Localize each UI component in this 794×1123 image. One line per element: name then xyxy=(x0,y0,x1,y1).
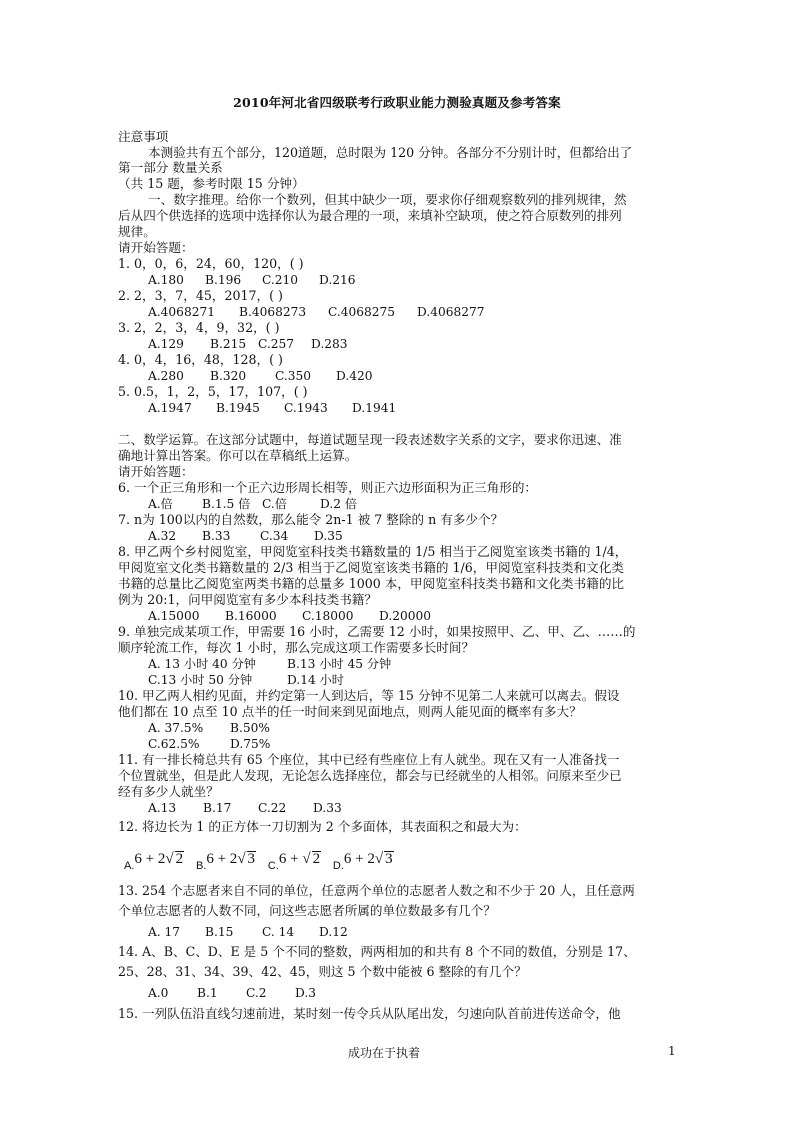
question-15: 15. 一列队伍沿直线匀速前进，某时刻一传令兵从队尾出发，匀速向队首前进传送命令，他 xyxy=(118,1006,621,1021)
section-intro: 确地计算出答案。你可以在草稿纸上运算。 xyxy=(118,448,358,463)
option: B.16000 xyxy=(225,609,277,623)
question-11-options xyxy=(148,800,342,816)
question-7: 7. n为 100以内的自然数，那么能令 2n-1 被 7 整除的 n 有多少个？ xyxy=(118,512,504,527)
expr-text: 6 + 2 xyxy=(134,851,166,867)
radicand: 3 xyxy=(247,851,256,867)
option: B.215 xyxy=(210,337,247,351)
section-time-limit: （共 15 题，参考时限 15 分钟） xyxy=(118,176,305,191)
option: D.3 xyxy=(295,986,316,1000)
question-2-options xyxy=(148,304,485,320)
option: A. 13 小时 40 分钟 xyxy=(148,657,256,671)
expr-text: 6 + 2 xyxy=(206,851,238,867)
question-9-options xyxy=(148,672,344,688)
option: D.4068277 xyxy=(417,305,485,319)
section-intro: 二、数学运算。在这部分试题中，每道试题呈现一段表述数字关系的文字，要求你迅速、准 xyxy=(118,432,622,447)
notice-paragraph: 本测验共有五个部分，120道题，总时限为 120 分钟。各部分不分别计时，但都给出了 xyxy=(148,145,633,160)
option-letter: D. xyxy=(332,860,344,872)
option: B.17 xyxy=(203,801,232,815)
option: D.1941 xyxy=(352,401,397,415)
question-6: 6. 一个正三角形和一个正六边形周长相等，则正六边形面积为正三角形的： xyxy=(118,480,538,495)
option: C.257 xyxy=(258,337,295,351)
question-13: 13. 254 个志愿者来自不同的单位，任意两个单位的志愿者人数之和不少于 20 人，且任意两 xyxy=(118,883,635,898)
option: B.13 小时 45 分钟 xyxy=(287,657,392,671)
option: C.18000 xyxy=(302,609,354,623)
start-prompt: 请开始答题： xyxy=(118,464,194,479)
option: C. 14 xyxy=(262,925,295,939)
option: B.1.5 倍 xyxy=(202,497,251,511)
option: C.倍 xyxy=(262,497,287,511)
option: C.4068275 xyxy=(328,305,396,319)
option-letter: B. xyxy=(195,860,207,872)
option: A.280 xyxy=(148,369,184,383)
option: A.4068271 xyxy=(148,305,215,319)
page-number: 1 xyxy=(668,1044,676,1058)
question-2: 2. 2，3，7，45，2017，( ) xyxy=(118,288,283,303)
question-12-options xyxy=(124,851,402,872)
option: D.14 小时 xyxy=(287,673,344,687)
question-5: 5. 0.5，1，2，5，17，107，( ) xyxy=(118,384,308,399)
option: B.4068273 xyxy=(239,305,307,319)
question-1: 1. 0，0，6，24，60，120，( ) xyxy=(118,256,304,271)
option: B.15 xyxy=(205,925,234,939)
option: A. 17 xyxy=(148,925,181,939)
question-8-text: 例为 20:1，问甲阅览室有多少本科技类书籍？ xyxy=(118,592,377,607)
question-9: 9. 单独完成某项工作，甲需要 16 小时，乙需要 12 小时，如果按照甲、乙、甲、乙、……的 xyxy=(118,624,636,639)
option: D.75% xyxy=(230,737,271,751)
instruction-text: 一、数字推理。给你一个数列，但其中缺少一项，要求你仔细观察数列的排列规律，然 xyxy=(148,192,627,207)
option: C.210 xyxy=(262,273,299,287)
question-11-text: 个位置就坐，但是此人发现，无论怎么选择座位，都会与已经就坐的人相邻。问原来至少已 xyxy=(118,768,622,783)
option: C.34 xyxy=(260,529,289,543)
option: C.1943 xyxy=(284,401,328,415)
question-11: 11. 有一排长椅总共有 65 个座位，其中已经有些座位上有人就坐。现在又有一人准备找一 xyxy=(118,752,620,767)
option: A.0 xyxy=(148,986,169,1000)
question-13-text: 个单位志愿者的人数不同，问这些志愿者所属的单位数最多有几个？ xyxy=(118,903,496,918)
instruction-text: 后从四个供选择的选项中选择你认为最合理的一项，来填补空缺项，使之符合原数列的排列 xyxy=(118,208,622,223)
question-8: 8. 甲乙两个乡村阅览室，甲阅览室科技类书籍数量的 1/5 相当于乙阅览室该类书籍的 1/4， xyxy=(118,544,628,559)
math-expression: 6 + √ 2 xyxy=(278,851,321,867)
question-10-options xyxy=(148,736,270,752)
option: D.35 xyxy=(314,529,343,543)
question-8-text: 甲阅览室文化类书籍数量的 2/3 相当于乙阅览室该类书籍的 1/6，甲阅览室科技类和文化类 xyxy=(118,560,624,575)
option: A. 37.5% xyxy=(148,721,204,735)
option: D.216 xyxy=(319,273,356,287)
option: D.2 倍 xyxy=(320,497,358,511)
radicand: 2 xyxy=(175,851,184,867)
instruction-text: 规律。 xyxy=(118,224,156,239)
option: D.20000 xyxy=(379,609,431,623)
option: C.62.5% xyxy=(148,737,200,751)
option: B.196 xyxy=(205,273,242,287)
option: C.350 xyxy=(275,369,312,383)
math-expression: 6 + 2√ 2 xyxy=(134,851,184,867)
question-12: 12. 将边长为 1 的正方体一刀切割为 2 个多面体，其表面积之和最大为： xyxy=(118,819,527,834)
question-3-options xyxy=(148,336,347,352)
question-10-options xyxy=(148,720,270,736)
question-3: 3. 2，2，3，4，9，32，( ) xyxy=(118,320,280,335)
radicand: 3 xyxy=(385,851,393,867)
option: A.15000 xyxy=(148,609,200,623)
option: A.倍 xyxy=(148,497,173,511)
question-13-options xyxy=(148,924,348,940)
question-11-text: 经有多少人就坐？ xyxy=(118,784,219,799)
math-expression: 6 + 2√ 3 xyxy=(206,851,256,867)
option: D.33 xyxy=(313,801,342,815)
question-9-options xyxy=(148,656,391,672)
question-9-text: 顺序轮流工作，每次 1 小时，那么完成这项工作需要多长时间？ xyxy=(118,640,475,655)
question-10: 10. 甲乙两人相约见面，并约定第一人到达后，等 15 分钟不见第二人来就可以离去。假设 xyxy=(118,688,620,703)
expr-text: 6 + xyxy=(278,851,303,867)
option: A.180 xyxy=(148,273,184,287)
question-5-options xyxy=(148,400,396,416)
document-title: 2010年河北省四级联考行政职业能力测验真题及参考答案 xyxy=(233,95,561,110)
option: D.420 xyxy=(336,369,373,383)
section-title: 第一部分 数量关系 xyxy=(118,160,223,175)
option: B.320 xyxy=(210,369,247,383)
question-7-options xyxy=(148,528,343,544)
option: B.1 xyxy=(197,986,218,1000)
footer-motto: 成功在于执着 xyxy=(348,1046,421,1060)
question-8-options xyxy=(148,608,431,624)
option-letter: C. xyxy=(267,860,279,872)
option: A.13 xyxy=(148,801,177,815)
notice-heading: 注意事项 xyxy=(118,129,169,144)
option: B.33 xyxy=(202,529,231,543)
question-8-text: 书籍的总量比乙阅览室两类书籍的总量多 1000 本，甲阅览室科技类书籍和文化类书籍的比 xyxy=(118,576,625,591)
question-14-options xyxy=(148,985,316,1001)
option: A.32 xyxy=(148,529,177,543)
option: B.1945 xyxy=(216,401,260,415)
option: C.22 xyxy=(258,801,287,815)
question-4: 4. 0，4，16，48，128，( ) xyxy=(118,352,283,367)
question-10-text: 他们都在 10 点至 10 点半的任一时间来到见面地点，则两人能见面的概率有多大？ xyxy=(118,704,582,719)
option: B.50% xyxy=(230,721,270,735)
radicand: 2 xyxy=(312,851,321,867)
start-prompt: 请开始答题： xyxy=(118,240,194,255)
option: D.283 xyxy=(311,337,348,351)
question-4-options xyxy=(148,368,372,384)
question-6-options xyxy=(148,496,357,512)
option: A.1947 xyxy=(148,401,192,415)
question-1-options xyxy=(148,272,355,288)
expr-text: 6 + 2 xyxy=(343,851,375,867)
question-14: 14. A、B、C、D、E 是 5 个不同的整数，两两相加的和共有 8 个不同的数值，分别是 17、 xyxy=(118,944,636,959)
question-14-text: 25、28、31、34、39、42、45，则这 5 个数中能被 6 整除的有几个？ xyxy=(118,964,527,979)
option: C.13 小时 50 分钟 xyxy=(148,673,253,687)
option: C.2 xyxy=(246,986,267,1000)
math-expression: 6 + 2√ 3 xyxy=(343,851,393,867)
option-letter: A. xyxy=(124,860,135,872)
option: A.129 xyxy=(148,337,184,351)
option: D.12 xyxy=(319,925,348,939)
